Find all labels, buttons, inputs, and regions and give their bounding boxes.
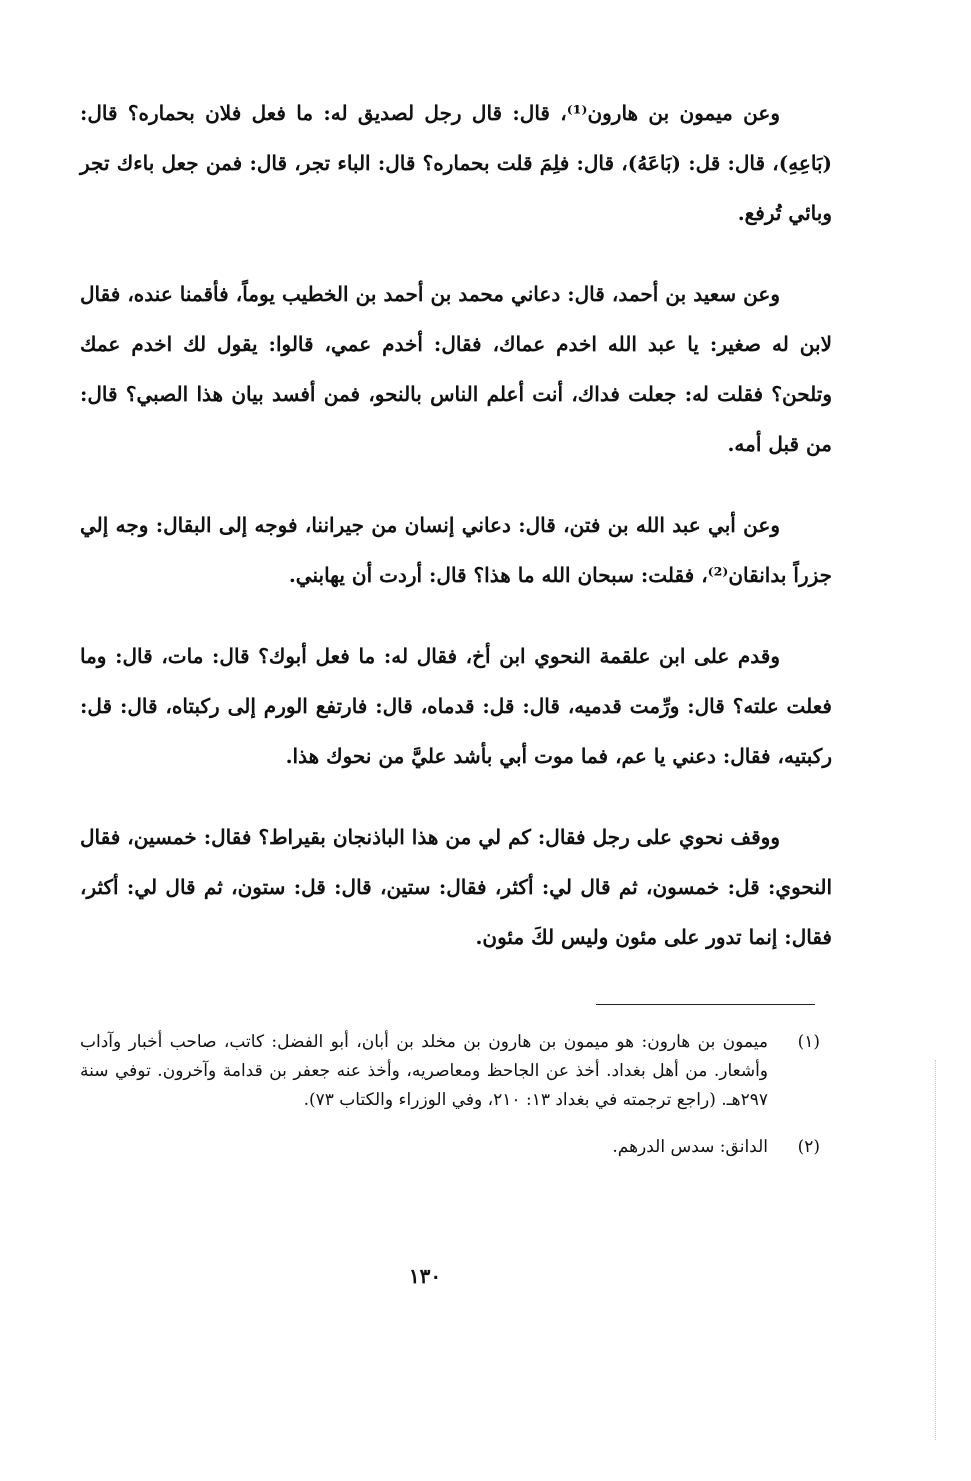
page-number: ١٣٠ (408, 1264, 442, 1288)
footnotes (80, 1028, 820, 1180)
footnote-1 (80, 1028, 820, 1115)
main-text (80, 88, 832, 962)
paragraph-said: وعن سعيد بن أحمد، قال: دعاني محمد بن أحمد بن الخطيب يوماً، فأقمنا عنده، فقال لابن له صغير: يا عبد الله اخدم عماك، فقال: أخدم عمي، قالوا: يقول لك اخدم عمك وتلحن؟ فقلت له: جعلت فداك، أنت أعلم الناس بالنحو، فمن أفسد بيان هذا الصبي؟ قال: من قبل أمه. (80, 282, 832, 456)
paragraph-abi-abdullah: وعن أبي عبد الله بن فتن، قال: دعاني إنسان من جيراننا، فوجه إلى البقال: وجه إلي جزراً بدانقان⁽²⁾، فقلت: سبحان الله ما هذا؟ قال: أردت أن يهابني. (80, 513, 832, 587)
paragraph-maimun: وعن ميمون بن هارون⁽¹⁾، قال: قال رجل لصديق له: ما فعل فلان بحماره؟ قال: (بَاعِهِ)، قال: قل: (بَاعَهُ)، قال: فلِمَ قلت بحماره؟ قال: الباء تجر، قال: فمن جعل باءك تجر وبائي تُرفع. (80, 101, 832, 225)
footnote-number: (١) (797, 1032, 820, 1052)
footnote-separator (596, 1004, 815, 1005)
footnote-text: ميمون بن هارون: هو ميمون بن هارون بن مخلد بن أبان، أبو الفضل: كاتب، صاحب أخبار وآداب وأشعار. من أهل بغداد. أخذ عن الجاحظ ومعاصريه، وأخذ عنه جعفر بن قدامة وآخرون. توفي سنة ٢٩٧هـ. (راجع ترجمته في بغداد ١٣: ٢١٠، وفي الوزراء والكتاب ٧٣). (80, 1032, 768, 1110)
paragraph-ibn-alqama: وقدم على ابن علقمة النحوي ابن أخ، فقال له: ما فعل أبوك؟ قال: مات، قال: وما فعلت علته؟ قال: ورِّمت قدميه، قال: قل: قدماه، قال: فارتفع الورم إلى ركبتاه، قال: قل: ركبتيه، فقال: دعني يا عم، فما موت أبي بأشد عليَّ من نحوك هذا. (80, 644, 832, 768)
footnote-text: الدانق: سدس الدرهم. (612, 1137, 768, 1157)
footnote-2 (80, 1133, 820, 1162)
paragraph-eggplant: ووقف نحوي على رجل فقال: كم لي من هذا الباذنجان بقيراط؟ فقال: خمسين، فقال النحوي: قل: خمسون، ثم قال لي: أكثر، فقال: ستين، قال: قل: ستون، ثم قال لي: أكثر، فقال: إنما تدور على مئون وليس لكَ مئون. (80, 825, 832, 949)
scan-edge-mark (935, 1060, 936, 1440)
footnote-number: (٢) (797, 1137, 820, 1157)
